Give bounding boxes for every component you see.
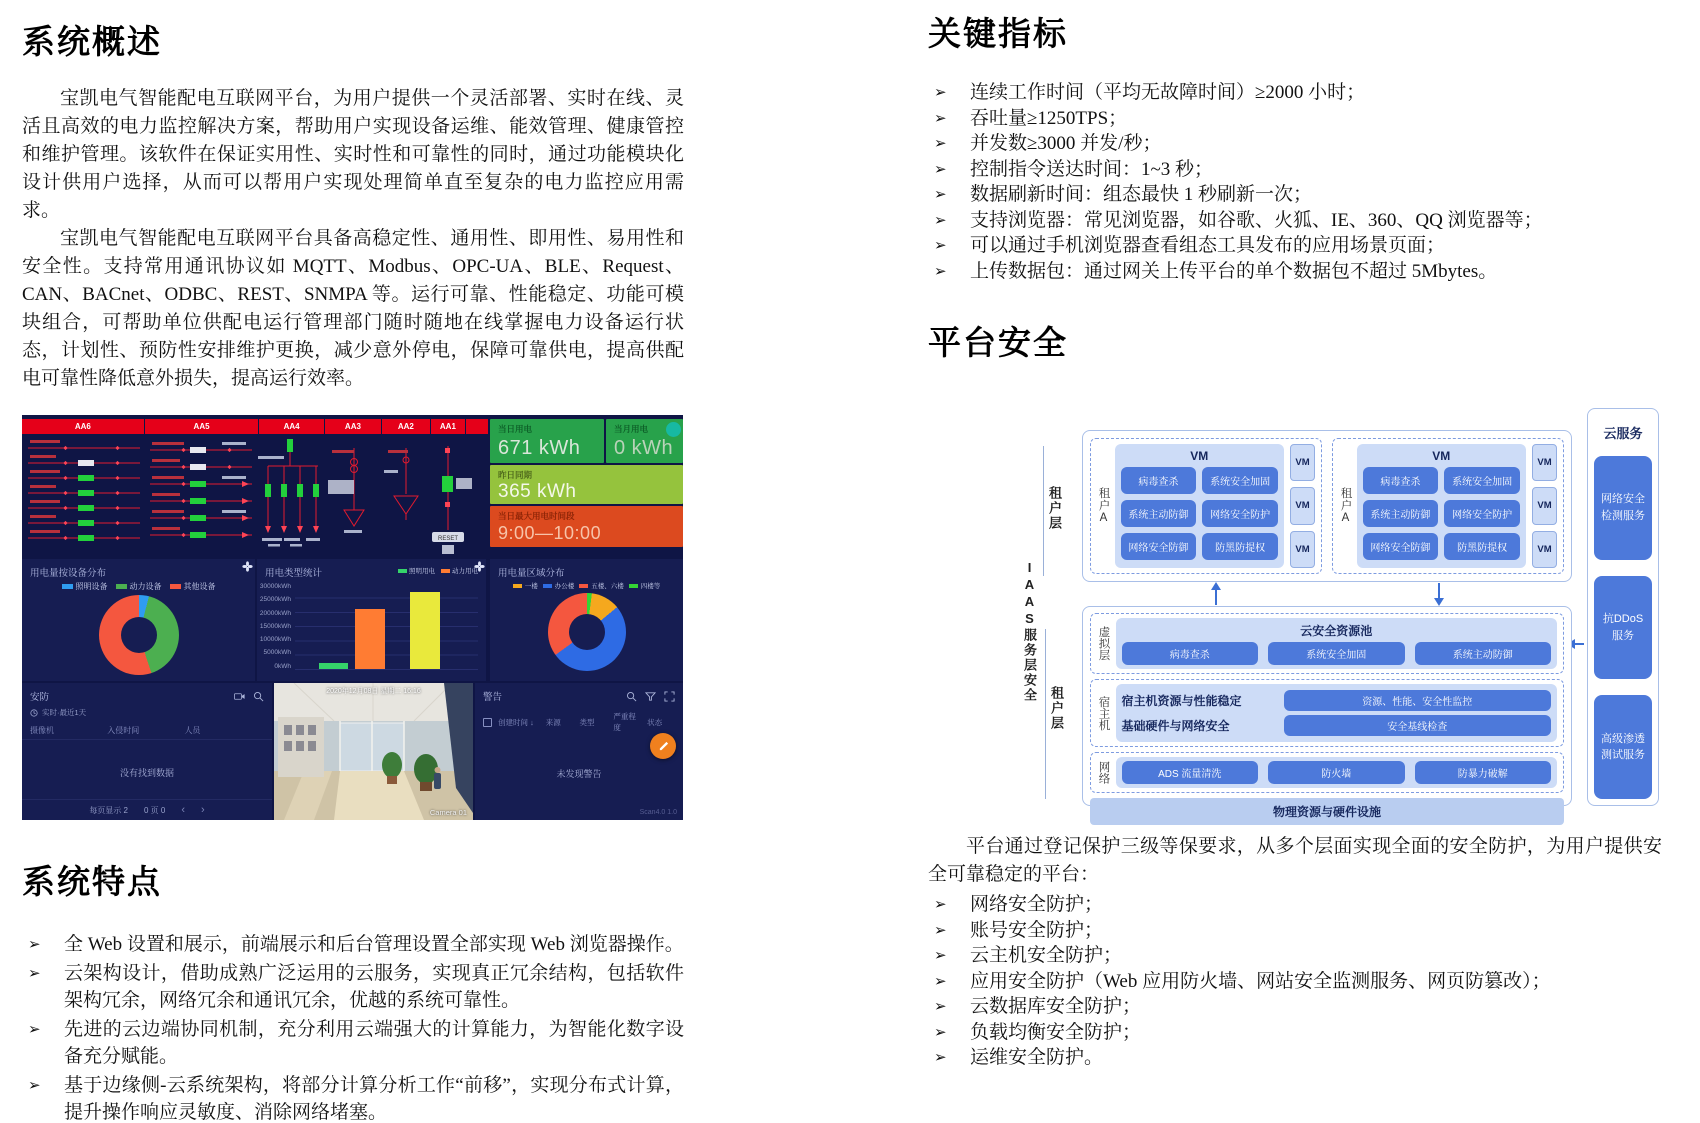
kpi-label: 当日用电: [498, 424, 533, 434]
cctv-video-panel[interactable]: [274, 683, 473, 820]
bullet-icon: ➢: [934, 159, 947, 178]
security-table-header: 摄像机 入侵时间 人员: [22, 720, 272, 740]
virtual-layer-label: 虚拟层: [1097, 626, 1110, 661]
vm-capability: 病毒查杀: [1363, 467, 1439, 494]
bullet-icon: ➢: [28, 964, 41, 982]
kpi-card-today-energy: [490, 419, 604, 463]
pagination: [22, 799, 272, 820]
video-timestamp: 2020年12月08日 星期二 16:16: [326, 688, 421, 695]
host-layer-section: [1090, 679, 1564, 747]
filter-icon[interactable]: [645, 691, 656, 702]
tenant-a-section: [1090, 438, 1322, 574]
cloud-services-box: [1587, 408, 1659, 806]
area-legend: 一楼 办公楼 五楼、六楼 四楼等: [490, 581, 683, 590]
bracket-line: [1043, 446, 1044, 576]
kpi-label: 昨日同期: [498, 470, 533, 480]
virtual-layer-section: [1090, 613, 1564, 674]
cloud-services-title: 云服务: [1603, 426, 1643, 441]
list-item: ➢ 运维安全防护。: [928, 1046, 1662, 1070]
security-events-panel: [22, 683, 272, 820]
feeder-AA5: AA5: [145, 419, 259, 434]
cloud-service: 网络安全检测服务: [1594, 456, 1652, 560]
vm-box: VM: [1290, 487, 1315, 524]
list-item: ➢ 连续工作时间（平均无故障时间）≥2000 小时；: [928, 81, 1662, 105]
page-size-label[interactable]: 每页显示 2: [89, 805, 128, 815]
camera-name-label: Camera 01: [429, 808, 467, 817]
pool-capability: 系统主动防御: [1415, 642, 1552, 665]
svg-text:RESET: RESET: [437, 536, 459, 542]
tenant-layer-bottom-label: 租户层: [1049, 686, 1064, 731]
legend-swatch: [513, 584, 522, 588]
vm-box: VM: [1532, 487, 1557, 524]
list-item: ➢ 数据刷新时间：组态最快 1 秒刷新一次；: [928, 183, 1662, 207]
feeder-AA4: AA4: [259, 419, 323, 434]
host-row-label: 宿主机资源与性能稳定: [1121, 694, 1242, 708]
list-item: ➢ 支持浏览器：常见浏览器，如谷歌、火狐、IE、360、QQ 浏览器等；: [928, 209, 1662, 233]
prev-page-icon[interactable]: ‹: [181, 803, 185, 816]
network-layer-section: [1090, 752, 1564, 793]
alerts-table-header: 创建时间 ↓ 来源 类型 严重程度 状态: [475, 705, 683, 737]
edit-fab-button[interactable]: [650, 733, 676, 759]
vm-capability: 系统主动防御: [1121, 500, 1197, 527]
section-title-kpi: 关键指标: [928, 15, 1068, 52]
list-item: ➢ 可以通过手机浏览器查看组态工具发布的应用场景页面；: [928, 234, 1662, 258]
security-paragraph: 平台通过登记保护三级等保要求，从多个层面实现全面的安全防护，为用户提供安全可靠稳定的平台：: [928, 836, 1662, 885]
dashboard-screenshot: [22, 415, 683, 820]
host-capability: 安全基线检查: [1284, 715, 1552, 736]
bullet-icon: ➢: [934, 210, 947, 229]
left-column: [22, 0, 684, 1123]
list-item: ➢ 吞吐量≥1250TPS；: [928, 107, 1662, 131]
fullscreen-icon[interactable]: [664, 691, 675, 702]
cloud-pool-title: 云安全资源池: [1300, 624, 1373, 638]
list-item: ➢ 云主机安全防护；: [928, 944, 1662, 968]
version-label: Scan4.0 1.0: [639, 809, 677, 816]
tenant-a-label: 租户A: [1097, 487, 1110, 525]
clock-icon: [30, 709, 38, 717]
vm-capability: 网络安全防护: [1202, 500, 1278, 527]
reset-chip[interactable]: [432, 532, 464, 542]
list-item: ➢ 云架构设计，借助成熟广泛运用的云服务，实现真正冗余结构，包括软件架构冗余，网络冗余和通讯冗余，优越的系统可靠性。: [22, 960, 684, 1014]
empty-state: 未发现警告: [556, 769, 602, 779]
bullet-icon: ➢: [934, 946, 947, 964]
bullet-icon: ➢: [934, 185, 947, 203]
bullet-icon: ➢: [934, 1022, 947, 1041]
vm-capability: 防黑防提权: [1202, 533, 1278, 560]
lobby-camera-frame: [274, 683, 473, 820]
list-item: ➢ 控制指令送达时间：1~3 秒；: [928, 158, 1662, 182]
bullet-icon: ➢: [934, 1048, 947, 1066]
bullet-icon: ➢: [934, 83, 947, 101]
feeder-AA1: AA1: [431, 419, 466, 434]
overview-paragraph-1: 宝凯电气智能配电互联网平台，为用户提供一个灵活部署、实时在线、灵活且高效的电力监控解决方案，帮助用户实现设备运维、能效管理、健康管控和维护管理。该软件在保证实用性、实时性和可靠性的同时，通过功能模块化设计供用户选择，从而可以帮用户实现处理简单直至复杂的电力监控应用需求。: [22, 88, 684, 221]
kpi-value: 0 kWh: [614, 437, 674, 459]
legend-swatch: [629, 584, 638, 588]
bullet-icon: ➢: [934, 108, 947, 127]
legend-swatch: [398, 569, 407, 573]
pinwheel-icon[interactable]: [242, 561, 253, 572]
vm-capability: 系统安全加固: [1202, 467, 1278, 494]
device-distribution-panel: [22, 559, 255, 681]
vm-capability: 防黑防提权: [1444, 533, 1520, 560]
panel-title: 用电类型统计: [265, 568, 323, 579]
tenant-layer-top-label: 租户层: [1047, 486, 1062, 531]
panel-title: 用电量区域分布: [498, 568, 565, 579]
pool-capability: 病毒查杀: [1122, 642, 1259, 665]
page-info: 0 页 0: [143, 805, 166, 815]
vm-box: VM: [1532, 531, 1557, 568]
bullet-icon: ➢: [934, 997, 947, 1015]
vm-capability: 网络安全防御: [1363, 533, 1439, 560]
vm-capability: 网络安全防御: [1121, 533, 1197, 560]
pencil-icon: [658, 741, 669, 752]
list-item: ➢ 负载均衡安全防护；: [928, 1021, 1662, 1045]
vm-box: VM: [1290, 531, 1315, 568]
right-column: [928, 0, 1662, 1072]
feeder-AA6: AA6: [22, 419, 144, 434]
kpi-label: 当日最大用电时间段: [498, 511, 575, 521]
network-capability: 防暴力破解: [1415, 761, 1552, 784]
area-donut-chart: [548, 593, 626, 671]
feeder-header-bar: [22, 419, 488, 434]
bar-other: [410, 592, 439, 669]
legend-swatch: [579, 584, 588, 588]
pinwheel-icon[interactable]: [474, 561, 485, 572]
physical-resources-bar: 物理资源与硬件设施: [1090, 798, 1564, 825]
host-capability: 资源、性能、安全性监控: [1284, 690, 1552, 711]
kpi-list: [928, 81, 1662, 283]
legend-swatch: [543, 584, 552, 588]
kpi-value: 671 kWh: [498, 437, 581, 459]
list-item: ➢ 账号安全防护；: [928, 919, 1662, 943]
bullet-icon: ➢: [28, 1076, 41, 1094]
type-legend: 照明用电 动力用电: [398, 566, 478, 575]
vm-capability: 系统主动防御: [1363, 500, 1439, 527]
tenant-a-section: [1332, 438, 1564, 574]
bullet-icon: ➢: [28, 935, 41, 953]
features-list: [22, 931, 684, 1123]
list-item: ➢ 上传数据包：通过网关上传平台的单个数据包不超过 5Mbytes。: [928, 260, 1662, 284]
tenant-layer-box: [1082, 430, 1572, 582]
legend-swatch: [170, 584, 181, 589]
bullet-icon: ➢: [934, 920, 947, 939]
list-item: ➢ 应用安全防护（Web 应用防火墙、网站安全监测服务、网页防篡改）；: [928, 970, 1662, 994]
bullet-icon: ➢: [934, 134, 947, 152]
device-donut-chart: [99, 595, 179, 675]
security-architecture-diagram: [955, 394, 1661, 819]
section-title-features: 系统特点: [22, 863, 162, 900]
camera-icon[interactable]: [234, 691, 245, 702]
select-all-checkbox[interactable]: [483, 718, 492, 727]
network-capability: ADS 流量清洗: [1122, 761, 1259, 784]
list-item: ➢ 并发数≥3000 并发/秒；: [928, 132, 1662, 156]
list-item: ➢ 网络安全防护；: [928, 893, 1662, 917]
list-item: ➢ 全 Web 设置和展示，前端展示和后台管理设置全部实现 Web 浏览器操作。: [22, 931, 684, 958]
security-list: [928, 893, 1662, 1070]
down-arrow-icon: [1433, 582, 1445, 606]
bullet-icon: ➢: [28, 1020, 41, 1038]
bullet-icon: ➢: [934, 236, 947, 254]
kpi-value: 365 kWh: [498, 481, 577, 502]
kpi-card-yesterday-energy: [490, 465, 683, 504]
cloud-service: 抗DDoS服务: [1594, 576, 1652, 680]
panel-title: 用电量按设备分布: [30, 568, 107, 579]
section-title-overview: 系统概述: [22, 23, 162, 60]
vm-panel: VM 病毒查杀 系统安全加固 系统主动防御 网络安全防护 网络安全防御 防黑防提权: [1115, 444, 1285, 568]
bracket-line: [1045, 629, 1046, 799]
tenant-a-label: 租户A: [1339, 487, 1352, 525]
list-item: ➢ 云数据库安全防护；: [928, 995, 1662, 1019]
bullet-icon: ➢: [934, 261, 947, 280]
vm-capability: 系统安全加固: [1444, 467, 1520, 494]
section-title-security: 平台安全: [928, 324, 1068, 361]
legend-swatch: [116, 584, 127, 589]
vm-box: VM: [1532, 444, 1557, 481]
iaas-layer-label: IAAS服务层安全: [1022, 560, 1037, 703]
sort-down-icon[interactable]: ↓: [530, 717, 534, 727]
host-row-label: 基础硬件与网络安全: [1121, 719, 1230, 733]
network-capability: 防火墙: [1268, 761, 1405, 784]
bar-power: [355, 609, 384, 669]
energy-type-panel: [257, 559, 486, 681]
single-line-schematic: [22, 436, 488, 558]
vm-capability: 病毒查杀: [1121, 467, 1197, 494]
up-arrow-icon: [1210, 582, 1222, 606]
feeder-stub: [466, 419, 488, 434]
search-icon[interactable]: [253, 691, 264, 702]
bar-chart-yaxis: 30000kWh 25000kWh 20000kWh 15000kWh 10000kWh 5000kWh 0kWh: [259, 583, 291, 670]
kpi-card-peak-period: [490, 506, 683, 547]
panel-title: 安防: [30, 692, 50, 703]
list-item: ➢ 先进的云边端协同机制，充分利用云端强大的计算能力，为智能化数字设备充分赋能。: [22, 1016, 684, 1070]
search-icon[interactable]: [626, 691, 637, 702]
bullet-icon: ➢: [934, 971, 947, 990]
vm-box: VM: [1290, 444, 1315, 481]
legend-swatch: [62, 584, 73, 589]
area-distribution-panel: [490, 559, 683, 681]
bullet-icon: ➢: [934, 895, 947, 913]
time-filter[interactable]: 实时·最近1天: [22, 705, 272, 720]
cloud-service: 高级渗透测试服务: [1594, 695, 1652, 799]
host-layer-label: 宿主机: [1097, 695, 1110, 731]
kpi-value: 9:00—10:00: [498, 523, 602, 543]
vm-capability: 网络安全防护: [1444, 500, 1520, 527]
feeder-AA3: AA3: [325, 419, 381, 434]
legend-swatch: [441, 569, 450, 573]
network-layer-label: 网络: [1097, 761, 1110, 784]
next-page-icon[interactable]: ›: [201, 803, 205, 816]
pool-capability: 系统安全加固: [1268, 642, 1405, 665]
list-item: ➢ 基于边缘侧-云系统架构，将部分计算分析工作“前移”，实现分布式计算，提升操作响应灵敏度、消除网络堵塞。: [22, 1072, 684, 1123]
vm-panel: VM 病毒查杀 系统安全加固 系统主动防御 网络安全防护 网络安全防御 防黑防提权: [1357, 444, 1527, 568]
panel-title: 警告: [483, 692, 503, 703]
bar-chart: [259, 584, 478, 670]
avatar[interactable]: [666, 422, 681, 437]
empty-state: 没有找到数据: [119, 768, 174, 778]
overview-paragraph-2: 宝凯电气智能配电互联网平台具备高稳定性、通用性、即用性、易用性和安全性。支持常用通讯协议如 MQTT、Modbus、OPC-UA、BLE、Request、CAN、BACnet、ODBC、REST、SNMPA 等。运行可靠、性能稳定、功能可模块组合，可帮助单位供配电运行管理部门随时随地在线掌握电力设备运行状态，计划性、预防性安排维护更换，减少意外停电，保障可靠供电，提高供配电可靠性降低意外损失，提高运行效率。: [22, 228, 684, 389]
device-legend: 照明设备 动力设备 其他设备: [22, 581, 255, 592]
bar-lighting: [319, 663, 348, 669]
feeder-AA2: AA2: [382, 419, 429, 434]
kpi-label: 当月用电: [614, 424, 649, 434]
iaas-layer-box: [1082, 606, 1572, 819]
